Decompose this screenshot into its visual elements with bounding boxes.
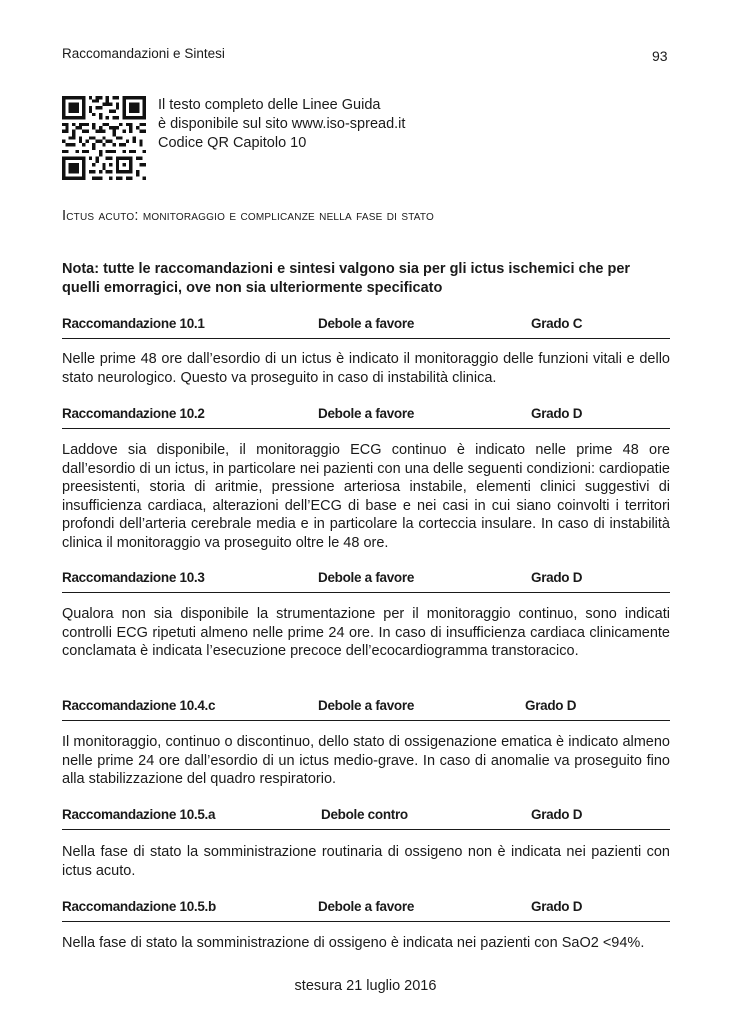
qr-caption-line: Il testo completo delle Linee Guida [158, 97, 381, 113]
qr-caption [158, 96, 405, 153]
note-paragraph: Nota: tutte le raccomandazioni e sintesi valgono sia per gli ictus ischemici che per quelli emorragici, ove non sia ulteriormente specificato [62, 261, 631, 296]
recommendation-text: Nella fase di stato la somministrazione di ossigeno è indicata nei pazienti con SaO2 <94%. [62, 935, 645, 951]
recommendation-grade: Grado D [531, 406, 583, 421]
recommendation-grade: Grado D [531, 807, 583, 822]
recommendation-grade: Grado D [525, 698, 577, 713]
recommendation-strength: Debole a favore [318, 698, 415, 713]
recommendation-text: Laddove sia disponibile, il monitoraggio ECG continuo è indicato nelle prime 48 ore dall’esordio di un ictus, in particolare nei pazienti con una delle seguenti condizioni: cardiopatie preesistenti, storia di aritmie, pressione arteriosa instabile, elementi clinici suggestivi di insufficienza cardiaca, alterazioni dell’ECG di base e nei casi in cui siano coinvolti i territori profondi dell’arteria cerebrale media e in particolare la corteccia insulare. In caso di instabilità clinica il monitoraggio va proseguito oltre le 48 ore. [62, 442, 670, 551]
qr-caption-line: è disponibile sul sito www.iso-spread.it [158, 116, 406, 132]
recommendation-id: Raccomandazione 10.5.a [62, 807, 216, 822]
section-title: Ictus acuto: monitoraggio e complicanze nella fase di stato [62, 208, 435, 224]
recommendation-strength: Debole contro [321, 807, 408, 822]
recommendation-strength: Debole a favore [318, 406, 415, 421]
recommendation-header [62, 899, 670, 922]
recommendation-header [62, 698, 670, 721]
recommendation-strength: Debole a favore [318, 316, 415, 331]
recommendation-header [62, 807, 670, 830]
recommendation-text: Qualora non sia disponibile la strumentazione per il monitoraggio continuo, sono indicati controlli ECG ripetuti almeno nelle prime 24 ore. In caso di insufficienza cardiaca clinicamente conclamata è indicata l’esecuzione precoce dell’ecocardiogramma transtoracico. [62, 606, 670, 659]
recommendation-id: Raccomandazione 10.3 [62, 570, 205, 585]
recommendation-header [62, 570, 670, 593]
qr-caption-line: Codice QR Capitolo 10 [158, 135, 307, 151]
recommendation-id: Raccomandazione 10.2 [62, 406, 205, 421]
recommendation-id: Raccomandazione 10.4.c [62, 698, 216, 713]
recommendation-text: Nelle prime 48 ore dall’esordio di un ictus è indicato il monitoraggio delle funzioni vitali e dello stato neurologico. Questo va proseguito in caso di instabilità clinica. [62, 351, 670, 386]
recommendation-text: Il monitoraggio, continuo o discontinuo, dello stato di ossigenazione ematica è indicato almeno nelle prime 24 ore dall’esordio di un ictus medio-grave. In caso di anomalie va proseguito fino alla stabilizzazione del quadro respiratorio. [62, 734, 670, 787]
footer-date: stesura 21 luglio 2016 [294, 978, 437, 994]
recommendation-id: Raccomandazione 10.5.b [62, 899, 216, 914]
recommendation-grade: Grado D [531, 570, 583, 585]
recommendation-header [62, 406, 670, 429]
qr-code-icon [62, 96, 146, 180]
running-header-left: Raccomandazioni e Sintesi [62, 46, 225, 61]
recommendation-id: Raccomandazione 10.1 [62, 316, 205, 331]
recommendation-strength: Debole a favore [318, 899, 415, 914]
recommendation-grade: Grado D [531, 899, 583, 914]
recommendation-text: Nella fase di stato la somministrazione routinaria di ossigeno non è indicata nei pazienti con ictus acuto. [62, 844, 670, 879]
recommendation-strength: Debole a favore [318, 570, 415, 585]
recommendation-header [62, 316, 670, 339]
page-number: 93 [652, 48, 668, 64]
recommendation-grade: Grado C [531, 316, 583, 331]
